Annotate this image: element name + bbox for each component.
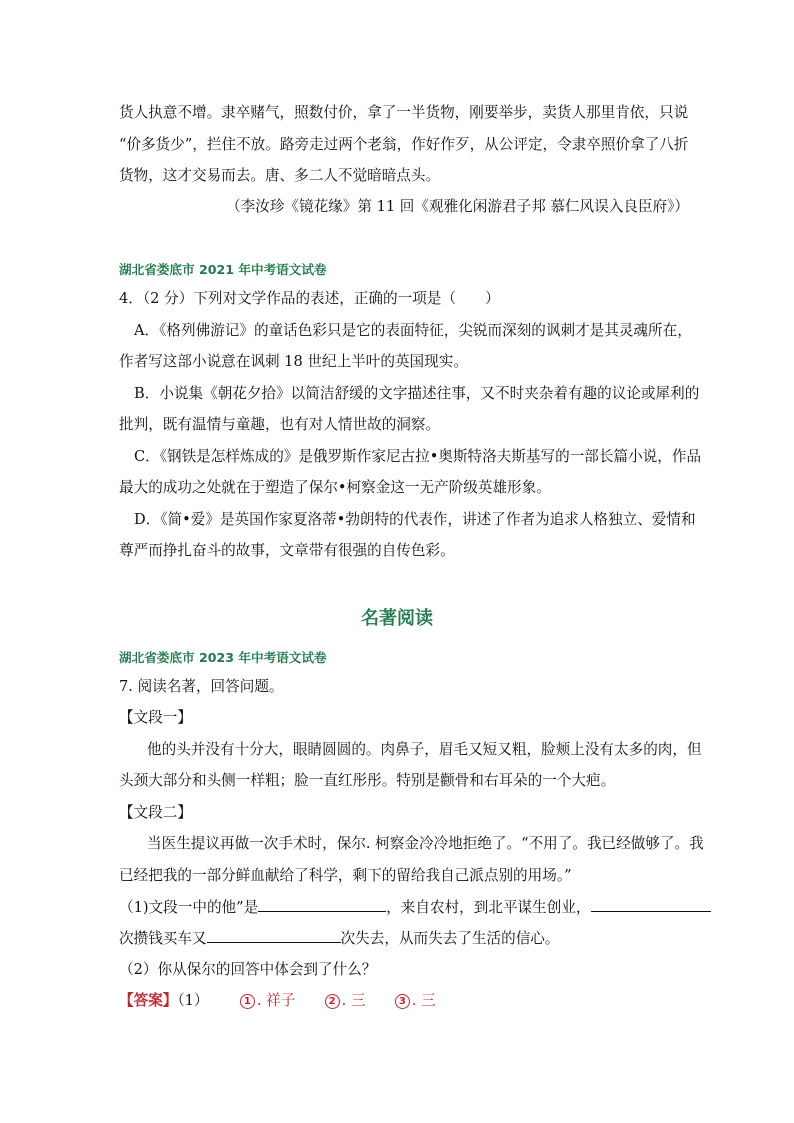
source-title: 湖北省娄底市 2023 年中考语文试卷 — [119, 650, 327, 665]
answer-part: （1） — [177, 992, 209, 1009]
answer-label: 【答案】 — [119, 992, 178, 1009]
source-title: 湖北省娄底市 2021 年中考语文试卷 — [119, 262, 327, 277]
question-stem: 4．（2 分）下列对文学作品的表述，正确的一项是（ ） — [119, 290, 500, 307]
circled-number: 2 — [325, 994, 340, 1009]
paragraph-line: 当医生提议再做一次手术时，保尔. 柯察金冷冷地拒绝了。“不用了。我已经做够了。我 — [147, 835, 704, 852]
circled-number: 1 — [240, 994, 255, 1009]
answer-line — [119, 991, 436, 1011]
answer-blank[interactable] — [591, 897, 711, 912]
answer-item: 1 . 祥子 — [240, 992, 295, 1009]
circled-number: 3 — [395, 994, 410, 1009]
passage-line: 货人执意不增。隶卒赌气，照数付价，拿了一半货物，刚要举步，卖货人那里肯依，只说 — [119, 104, 689, 121]
answer-item: 3 . 三 — [395, 992, 436, 1009]
paragraph-line: 他的头并没有十分大，眼睛圆圆的。肉鼻子，眉毛又短又粗，脸颊上没有太多的肉，但 — [147, 741, 702, 758]
option-line: D．《简•爱》是英国作家夏洛蒂•勃朗特的代表作，讲述了作者为追求人格独立、爱情和 — [134, 511, 696, 528]
sub-question-text: ，来自农村，到北平谋生创业， — [386, 899, 591, 916]
paragraph-line: 头颈大部分和头侧一样粗；脸一直红彤彤。特别是颧骨和右耳朵的一个大疤。 — [119, 772, 616, 789]
passage-line: “价多货少”，拦住不放。路旁走过两个老翁，作好作歹，从公评定，令隶卒照价拿了八折 — [119, 136, 689, 153]
paragraph-label: 【文段一】 — [119, 709, 192, 726]
option-line: C．《钢铁是怎样炼成的》是俄罗斯作家尼古拉•奥斯特洛夫斯基写的一部长篇小说，作品 — [134, 448, 702, 465]
paragraph-label: 【文段二】 — [119, 804, 192, 821]
sub-question-1 — [119, 897, 711, 918]
passage-citation: （李汝珍《镜花缘》第 11 回《观雅化闲游君子邦 慕仁风误入良臣府》） — [226, 198, 690, 215]
question-stem: 7. 阅读名著，回答问题。 — [119, 678, 284, 695]
section-heading: 名著阅读 — [361, 608, 433, 629]
option-line: 批判，既有温情与童趣，也有对人情世故的洞察。 — [119, 416, 441, 433]
option-line: B．小说集《朝花夕拾》以简洁舒缓的文字描述往事，又不时夹杂着有趣的议论或犀利的 — [134, 385, 700, 402]
answer-item: 2 . 三 — [325, 992, 366, 1009]
option-line: A．《格列佛游记》的童话色彩只是它的表面特征，尖锐而深刻的讽刺才是其灵魂所在， — [134, 322, 692, 339]
option-line: 尊严而挣扎奋斗的故事，文章带有很强的自传色彩。 — [119, 542, 455, 559]
sub-question-1-cont — [119, 928, 560, 949]
sub-question-text: 次失去，从而失去了生活的信心。 — [340, 930, 560, 947]
answer-blank[interactable] — [207, 928, 341, 943]
sub-question-text: 次攒钱买车又 — [119, 930, 207, 947]
sub-question-2: （2）你从保尔的回答中体会到了什么？ — [119, 961, 377, 978]
option-line: 作者写这部小说意在讽刺 18 世纪上半叶的英国现实。 — [119, 353, 468, 370]
option-line: 最大的成功之处就在于塑造了保尔•柯察金这一无产阶级英雄形象。 — [119, 479, 551, 496]
paragraph-line: 已经把我的一部分鲜血献给了科学，剩下的留给我自己派点别的用场。” — [119, 867, 572, 884]
answer-blank[interactable] — [258, 897, 386, 912]
passage-line: 货物，这才交易而去。唐、多二人不觉暗暗点头。 — [119, 167, 441, 184]
sub-question-text: （1)文段一中的他”是 — [119, 899, 259, 916]
